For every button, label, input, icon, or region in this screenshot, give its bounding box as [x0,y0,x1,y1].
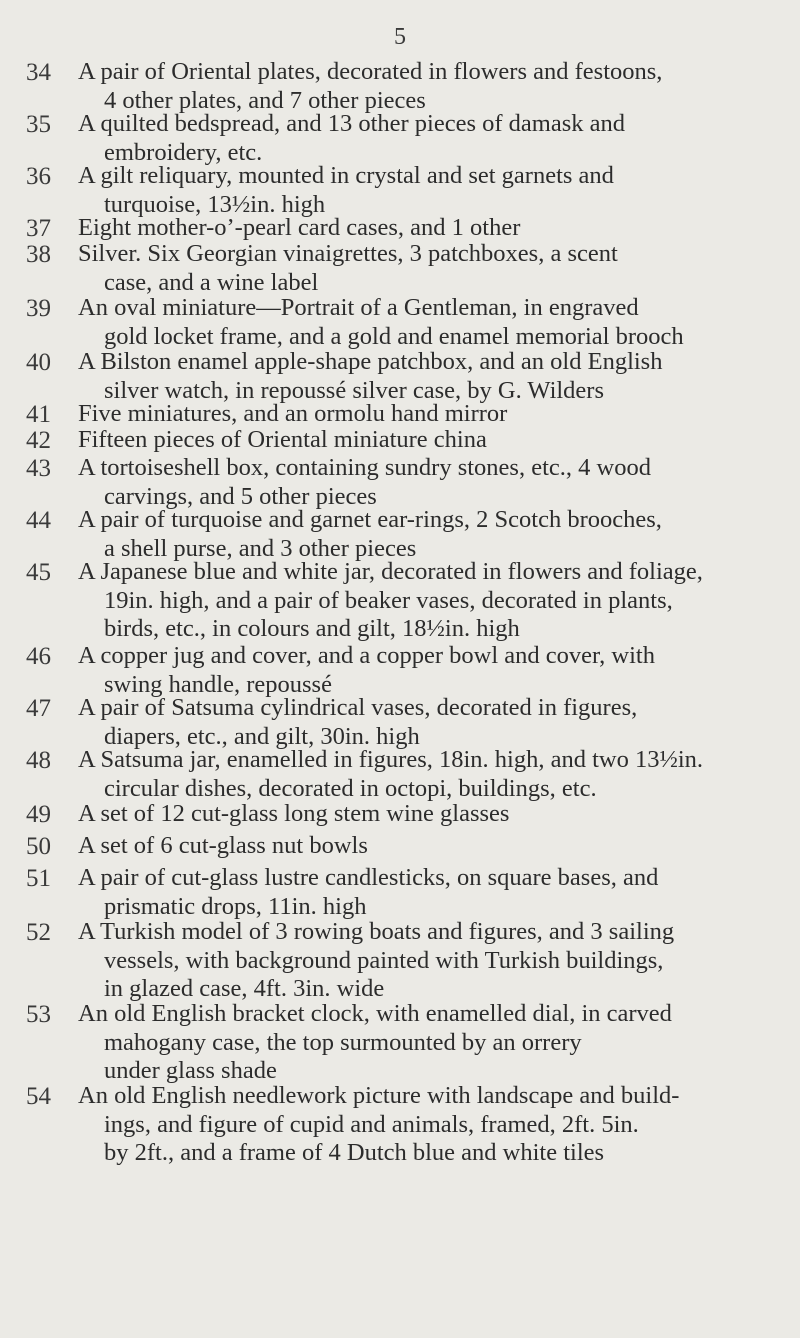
lot-number: 51 [26,865,51,892]
lot-description [78,240,778,297]
lot-description-line: ings, and figure of cupid and animals, framed, 2ft. 5in. [104,1110,639,1138]
lot-number: 48 [26,747,51,774]
lot-description-line: A gilt reliquary, mounted in crystal and set garnets and [78,162,614,189]
lot-description [78,832,778,861]
lot-description-line: A set of 6 cut-glass nut bowls [78,832,368,859]
lot-number: 49 [26,801,51,828]
lot-description-line: A Bilston enamel apple-shape patchbox, and an old English [78,348,663,375]
lot-description [78,58,778,115]
lot-description-line: A Japanese blue and white jar, decorated in flowers and foliage, [78,558,703,585]
lot-description [78,558,778,644]
lot-number: 54 [26,1083,51,1110]
lot-description-line: Eight mother-o’-pearl card cases, and 1 other [78,214,521,241]
lot-description-line: under glass shade [104,1057,277,1084]
lot-description-line: A Turkish model of 3 rowing boats and figures, and 3 sailing [78,918,675,945]
lot-description-line: turquoise, 13½in. high [104,190,326,218]
lot-description [78,426,778,455]
lot-number: 50 [26,833,51,860]
lot-number: 41 [26,401,51,428]
lot-description-line: prismatic drops, 11in. high [104,892,367,920]
lot-number: 47 [26,695,51,722]
lot-description [78,214,778,243]
lot-description-line: case, and a wine label [104,268,319,296]
lot-number: 46 [26,643,51,670]
lot-description-line: A pair of Oriental plates, decorated in flowers and festoons, [78,58,663,85]
lot-description-line: diapers, etc., and gilt, 30in. high [104,722,420,750]
lot-description-line: vessels, with background painted with Turkish buildings, [104,946,664,974]
lot-number: 53 [26,1001,51,1028]
lot-number: 35 [26,111,51,138]
lot-number: 39 [26,295,51,322]
lot-description-line: carvings, and 5 other pieces [104,482,377,510]
lot-description-line: silver watch, in repoussé silver case, by G. Wilders [104,376,605,404]
lot-description [78,864,778,921]
lot-number: 40 [26,349,51,376]
lot-description-line: Fifteen pieces of Oriental miniature china [78,426,487,453]
lot-description-line: in glazed case, 4ft. 3in. wide [104,975,385,1002]
lot-number: 42 [26,427,51,454]
lot-description [78,506,778,563]
lot-description-line: swing handle, repoussé [104,670,332,698]
lot-number: 34 [26,59,51,86]
lot-description-line: gold locket frame, and a gold and enamel memorial brooch [104,322,684,350]
lot-description-line: mahogany case, the top surmounted by an orrery [104,1028,582,1056]
lot-description [78,110,778,167]
lot-description [78,348,778,405]
lot-description-line: a shell purse, and 3 other pieces [104,534,417,562]
lot-description [78,294,778,351]
lot-number: 36 [26,163,51,190]
lot-description [78,162,778,219]
lot-description-line: birds, etc., in colours and gilt, 18½in. high [104,615,520,642]
lot-description-line: circular dishes, decorated in octopi, buildings, etc. [104,774,597,802]
lot-description-line: embroidery, etc. [104,138,263,166]
lot-description-line: A tortoiseshell box, containing sundry stones, etc., 4 wood [78,454,651,481]
lot-description-line: A pair of turquoise and garnet ear-rings, 2 Scotch brooches, [78,506,662,533]
lot-description-line: A set of 12 cut-glass long stem wine glasses [78,800,510,827]
lot-description [78,1000,778,1086]
lot-number: 45 [26,559,51,586]
lot-number: 44 [26,507,51,534]
lot-number: 38 [26,241,51,268]
lot-description [78,694,778,751]
lot-description [78,746,778,803]
lot-description [78,454,778,511]
lot-description-line: Silver. Six Georgian vinaigrettes, 3 patchboxes, a scent [78,240,618,267]
lot-number: 52 [26,919,51,946]
lot-description [78,1082,778,1168]
page-number: 5 [394,24,406,50]
lot-description-line: An oval miniature—Portrait of a Gentleman, in engraved [78,294,639,321]
lot-description-line: An old English bracket clock, with enamelled dial, in carved [78,1000,672,1027]
lot-description-line: A pair of cut-glass lustre candlesticks, on square bases, and [78,864,659,891]
lot-number: 43 [26,455,51,482]
lot-description-line: Five miniatures, and an ormolu hand mirror [78,400,508,427]
lot-description-line: A Satsuma jar, enamelled in figures, 18in. high, and two 13½in. [78,746,704,773]
lot-description-line: 4 other plates, and 7 other pieces [104,86,426,114]
lot-description-line: 19in. high, and a pair of beaker vases, decorated in plants, [104,586,673,614]
lot-description [78,400,778,429]
lot-description [78,918,778,1004]
lot-description-line: by 2ft., and a frame of 4 Dutch blue and white tiles [104,1139,605,1166]
lot-description-line: A pair of Satsuma cylindrical vases, decorated in figures, [78,694,638,721]
lot-description [78,800,778,829]
lot-description [78,642,778,699]
lot-description-line: A quilted bedspread, and 13 other pieces of damask and [78,110,626,137]
lot-number: 37 [26,215,51,242]
lot-description-line: An old English needlework picture with landscape and build- [78,1082,680,1109]
lot-description-line: A copper jug and cover, and a copper bowl and cover, with [78,642,655,669]
